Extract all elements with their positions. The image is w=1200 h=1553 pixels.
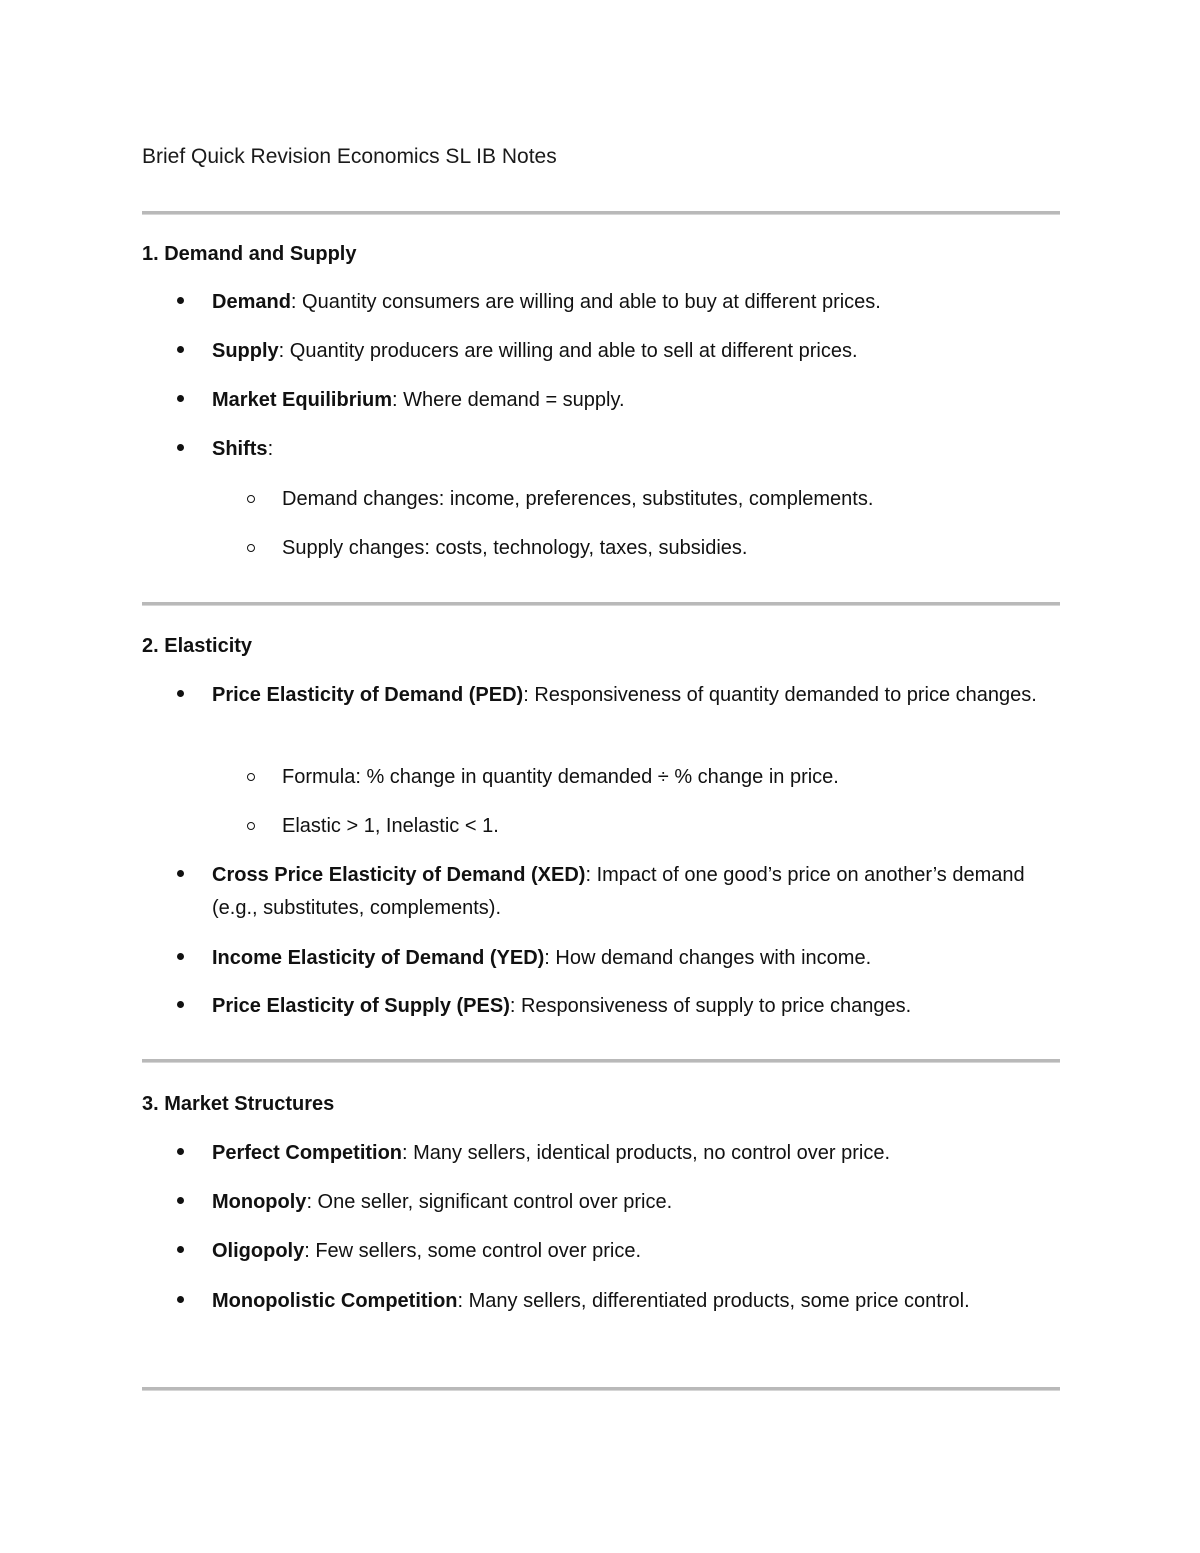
list-item-term: Cross Price Elasticity of Demand (XED) xyxy=(212,864,586,886)
document-title: Brief Quick Revision Economics SL IB Notes xyxy=(142,145,557,168)
bullet-circle-icon xyxy=(244,483,258,516)
list-item-text xyxy=(212,286,1052,319)
list-item-description: : Impact of one good’s price on another’s demand (e.g., substitutes, complements). xyxy=(212,864,1025,919)
list-item-term: Price Elasticity of Demand (PED) xyxy=(212,684,524,706)
list-item-description: : Responsiveness of supply to price changes. xyxy=(509,995,912,1017)
bullet-disc-icon xyxy=(173,286,187,319)
list-item-term: Perfect Competition xyxy=(212,1142,403,1164)
list-item-text xyxy=(212,1186,1052,1219)
bullet-disc-icon xyxy=(173,679,187,712)
list-item-description: : Quantity consumers are willing and able to buy at different prices. xyxy=(290,291,881,313)
bullet-circle-icon xyxy=(244,532,258,565)
list-item-description: : Responsiveness of quantity demanded to price changes. xyxy=(523,684,1037,706)
list-item-text xyxy=(212,384,1052,417)
bullet-disc-icon xyxy=(173,433,187,466)
list-item-term: Price Elasticity of Supply (PES) xyxy=(212,995,510,1017)
bullet-disc-icon xyxy=(173,1235,187,1268)
bullet-disc-icon xyxy=(173,1186,187,1219)
bullet-disc-icon xyxy=(173,990,187,1023)
list-item-term: Demand xyxy=(212,291,291,313)
list-item-term: Supply xyxy=(212,340,279,362)
bullet-disc-icon xyxy=(173,859,187,892)
list-item-text xyxy=(212,942,1052,975)
list-item-term: Market Equilibrium xyxy=(212,389,393,411)
list-item-text xyxy=(212,1137,1052,1170)
list-item-term: Income Elasticity of Demand (YED) xyxy=(212,947,545,969)
bullet-disc-icon xyxy=(173,335,187,368)
sub-list-item-text: Elastic > 1, Inelastic < 1. xyxy=(282,815,499,837)
bullet-disc-icon xyxy=(173,1137,187,1170)
list-item-description: : Few sellers, some control over price. xyxy=(304,1240,641,1262)
list-item-description: : One seller, significant control over price. xyxy=(306,1191,673,1213)
section-heading-market-structures: 3. Market Structures xyxy=(142,1093,335,1115)
list-item-text xyxy=(212,433,1052,466)
horizontal-rule xyxy=(142,211,1060,215)
list-item-term: Monopoly xyxy=(212,1191,307,1213)
sub-list-item-text: Demand changes: income, preferences, substitutes, complements. xyxy=(282,488,874,510)
list-item-description: : Where demand = supply. xyxy=(392,389,625,411)
list-item-description: : xyxy=(267,438,274,460)
bullet-disc-icon xyxy=(173,942,187,975)
list-item-text xyxy=(212,1285,1052,1318)
list-item-description: : Many sellers, differentiated products, some price control. xyxy=(457,1290,970,1312)
list-item-description: : How demand changes with income. xyxy=(544,947,872,969)
bullet-disc-icon xyxy=(173,384,187,417)
list-item-description: : Many sellers, identical products, no control over price. xyxy=(402,1142,891,1164)
section-heading-demand-supply: 1. Demand and Supply xyxy=(142,243,357,265)
sub-list-item-text: Supply changes: costs, technology, taxes, subsidies. xyxy=(282,537,748,559)
horizontal-rule xyxy=(142,602,1060,606)
bullet-circle-icon xyxy=(244,761,258,794)
list-item-text xyxy=(212,679,1052,712)
horizontal-rule xyxy=(142,1059,1060,1063)
list-item-text xyxy=(212,1235,1052,1268)
section-heading-elasticity: 2. Elasticity xyxy=(142,635,253,657)
sub-list-item-text: Formula: % change in quantity demanded ÷ % change in price. xyxy=(282,766,839,788)
bullet-circle-icon xyxy=(244,810,258,843)
horizontal-rule xyxy=(142,1387,1060,1391)
list-item-text xyxy=(212,335,1052,368)
list-item-term: Shifts xyxy=(212,438,268,460)
bullet-disc-icon xyxy=(173,1285,187,1318)
list-item-description: : Quantity producers are willing and able to sell at different prices. xyxy=(278,340,858,362)
list-item-text xyxy=(212,990,1052,1023)
list-item-term: Monopolistic Competition xyxy=(212,1290,458,1312)
list-item-term: Oligopoly xyxy=(212,1240,305,1262)
list-item-text xyxy=(212,859,1052,925)
